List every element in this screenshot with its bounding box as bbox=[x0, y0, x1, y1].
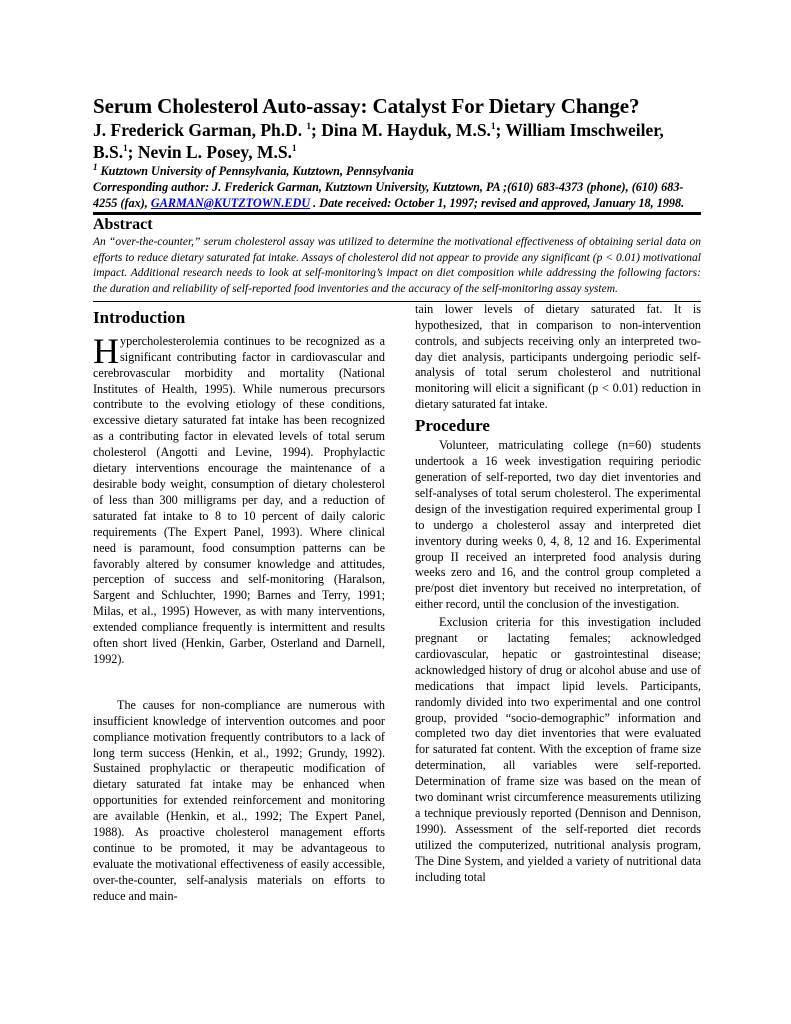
abstract-text: An “over-the-counter,” serum cholesterol assay was utilized to determine the motivational effectiveness of obtaining serial data on efforts to reduce dietary saturated fat intake. Assays of cholesterol did not appear to provide any significant (p < 0.01) motivational impact. Additional research needs to look at self-monitoring’s impact on diet composition while addressing the following factors: the duration and reliability of self-reported food inventories and the accuracy of the self-monitoring assay system. bbox=[93, 236, 701, 296]
introduction-para-1-text: ypercholesterolemia continues to be recognized as a significant contributing factor in cardiovascular and cerebrovascular morbidity and mortality (National Institutes of Health, 1995). While numerous precursors contribute to the evolving etiology of these conditions, excessive dietary saturated fat intake has been recognized as a contributing factor in elevated levels of total serum cholesterol (Angotti and Levine, 1994). Prophylactic dietary interventions encourage the maintenance of a desirable body weight, consumption of dietary cholesterol of less than 300 milligrams per day, and a reduction of saturated fat intake to 8 to 10 percent of daily caloric requirements (The Expert Panel, 1993). Where clinical need is paramount, food consumption patterns can be favorably altered by consumer knowledge and attitudes, perception of success and self-monitoring (Haralson, Sargent and Schluchter, 1990; Barnes and Terry, 1991; Milas, et al., 1995) However, as with many interventions, extended compliance frequently is intermittent and results often short lived (Henkin, Garber, Osterland and Darnell, 1992). bbox=[93, 333, 385, 666]
author-3-degree: B.S. bbox=[93, 142, 124, 162]
author-4: ; Nevin L. Posey, M.S. bbox=[127, 142, 292, 162]
divider-top bbox=[93, 212, 701, 215]
email-link[interactable]: GARMAN@KUTZTOWN.EDU bbox=[150, 196, 311, 210]
dropcap: H bbox=[93, 330, 119, 371]
author-3-affil: 1 bbox=[123, 143, 128, 154]
procedure-heading: Procedure bbox=[415, 416, 490, 436]
author-4-affil: 1 bbox=[291, 143, 297, 154]
corresponding-prefix: Corresponding author: J. Frederick Garman, Kutztown University, Kutztown, PA ;(610) 683-4373 (phone), (610) 683-4255 (fax), bbox=[93, 180, 684, 210]
affiliation bbox=[93, 163, 701, 179]
author-3: ; William Imschweiler, bbox=[495, 120, 664, 140]
introduction-heading: Introduction bbox=[93, 307, 186, 327]
author-1-affil: 1 bbox=[306, 121, 312, 132]
affiliation-marker: 1 bbox=[93, 161, 98, 172]
corresponding-author bbox=[93, 179, 701, 211]
author-2: ; Dina M. Hayduk, M.S. bbox=[311, 120, 491, 140]
procedure-para-2: Exclusion criteria for this investigation included pregnant or lactating females; acknowledged cardiovascular, hepatic or gastrointestinal disease; acknowledged history of drug or alcohol abuse and use of medications that impact lipid levels. Participants, randomly divided into two experimental and one control group, provided “socio-demographic” information and completed two day diet inventories that were evaluated for saturated fat content. With the exception of frame size determination, all variables were self-reported. Determination of frame size was based on the mean of two dominant wrist circumference measurements utilizing a technique previously reported (Dennison and Dennison, 1990). Assessment of the self-reported diet records utilized the computerized, nutritional analysis program, The Dine System, and yielded a variety of nutritional data including total bbox=[415, 615, 701, 884]
paper-page bbox=[93, 94, 701, 903]
procedure-para-1: Volunteer, matriculating college (n=60) students undertook a 16 week investigation requiring periodic generation of self-reported, two day diet inventories and self-analyses of total serum cholesterol. The experimental design of the investigation required experimental group I to undergo a cholesterol assay and interpreted diet inventory during weeks 0, 4, 8, 12 and 16. Experimental group II received an interpreted food analysis during weeks zero and 16, and the control group completed a pre/post diet inventory but received no interpretation, of either record, until the conclusion of the investigation. bbox=[415, 438, 701, 612]
authors bbox=[93, 119, 701, 163]
author-1: J. Frederick Garman, Ph.D. bbox=[93, 120, 307, 140]
corresponding-suffix: . Date received: October 1, 1997; revised and approved, January 18, 1998. bbox=[310, 196, 685, 210]
author-2-affil: 1 bbox=[490, 121, 496, 132]
introduction-para-2: The causes for non-compliance are numerous with insufficient knowledge of intervention outcomes and poor compliance motivation frequently contributors to a lack of long term success (Henkin, et al., 1992; Grundy, 1992). Sustained prophylactic or therapeutic modification of dietary saturated fat intake may be enhanced when opportunities for extended reinforcement and monitoring are available (Henkin, et al., 1992; The Expert Panel, 1988). As proactive cholesterol management efforts continue to be promoted, it may be advantageous to evaluate the motivational effectiveness of easily accessible, over-the-counter, self-analysis materials on efforts to reduce and main- bbox=[93, 697, 385, 903]
affiliation-text: Kutztown University of Pennsylvania, Kutztown, Pennsylvania bbox=[97, 164, 414, 178]
introduction-para-3: tain lower levels of dietary saturated fat. It is hypothesized, that in comparison to non-intervention controls, and subjects receiving only an interpreted two-day diet analysis, participants undergoing periodic self-analysis of total serum cholesterol and nutritional monitoring will elicit a significant (p < 0.01) reduction in dietary saturated fat intake. bbox=[415, 301, 701, 412]
introduction-para-1 bbox=[93, 330, 385, 668]
paper-title: Serum Cholesterol Auto-assay: Catalyst For Dietary Change? bbox=[93, 94, 640, 118]
column-left bbox=[93, 302, 385, 905]
column-right bbox=[415, 302, 701, 886]
abstract-heading: Abstract bbox=[93, 216, 153, 233]
paragraph-gap bbox=[93, 668, 385, 698]
